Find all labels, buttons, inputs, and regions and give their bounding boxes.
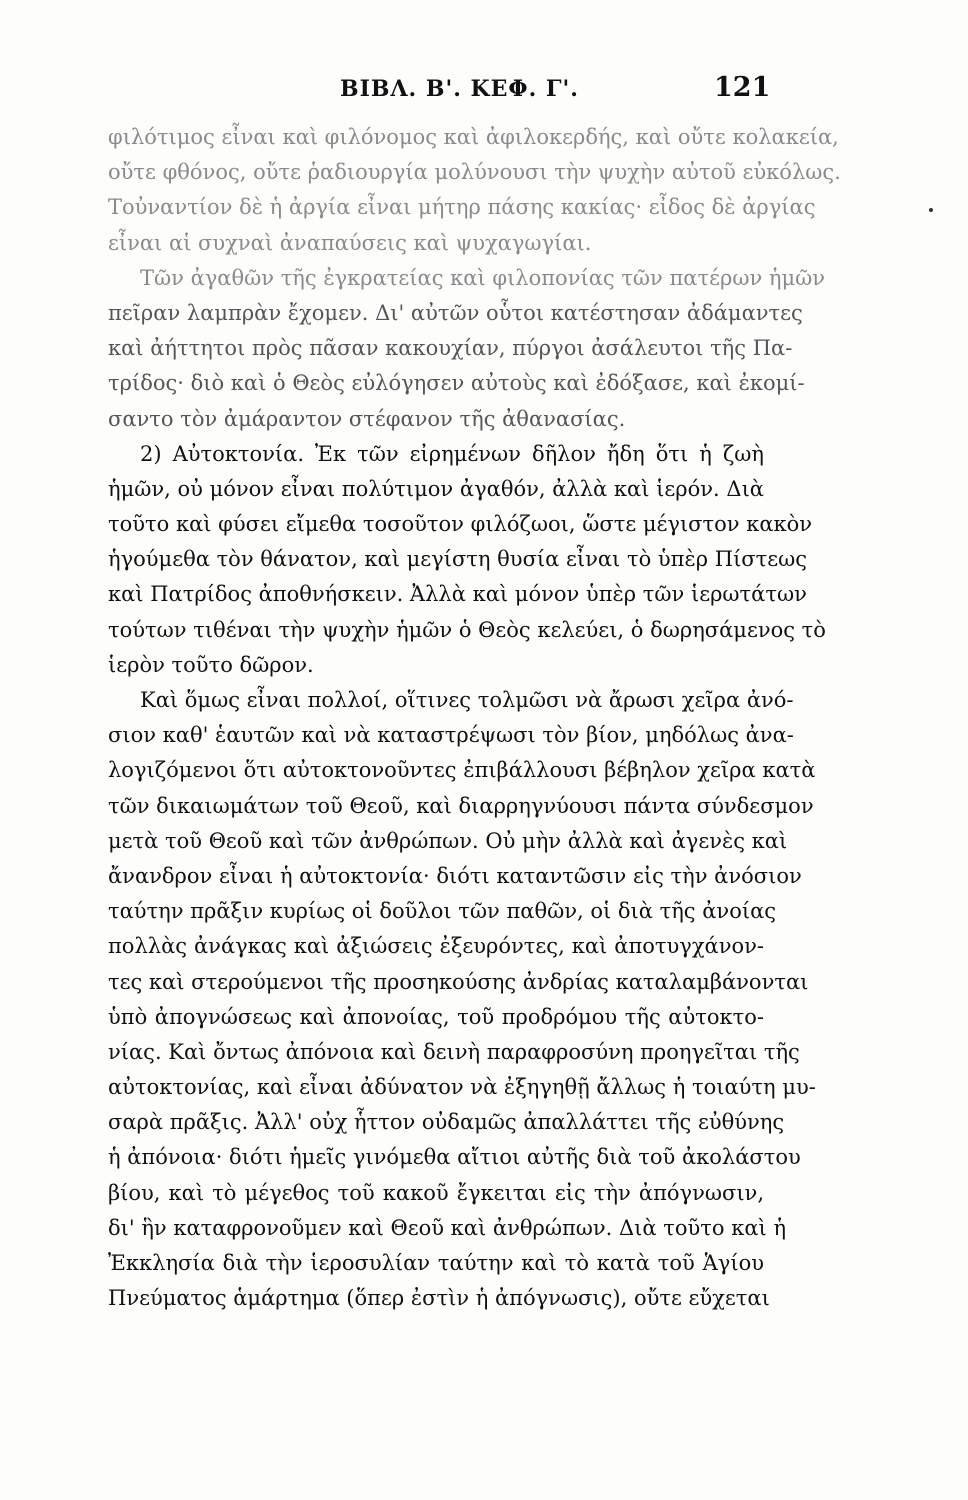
- text-line: πολλὰς ἀνάγκας καὶ ἀξιώσεις ἐξευρόντες, καὶ ἀποτυγχάνον-: [108, 934, 764, 959]
- text-line: βίου, καὶ τὸ μέγεθος τοῦ κακοῦ ἔγκειται εἰς τὴν ἀπόγνωσιν,: [108, 1180, 764, 1205]
- body-text: [108, 120, 841, 1316]
- text-line: καὶ Πατρίδος ἀποθνήσκειν. Ἀλλὰ καὶ μόνον ὑπὲρ τῶν ἱερωτάτων: [108, 582, 807, 607]
- ink-speck: [929, 208, 933, 212]
- text-line: ὑπὸ ἀπογνώσεως καὶ ἀπονοίας, τοῦ προδρόμου τῆς αὐτοκτο-: [108, 1004, 764, 1029]
- text-line: τούτων τιθέναι τὴν ψυχὴν ἡμῶν ὁ Θεὸς κελεύει, ὁ δωρησάμενος τὸ: [108, 617, 826, 642]
- text-line: σαρὰ πρᾶξις. Ἀλλ' οὐχ ἧττον οὐδαμῶς ἀπαλλάττει τῆς εὐθύνης: [108, 1110, 785, 1135]
- text-line: ἡμῶν, οὐ μόνον εἶναι πολύτιμον ἀγαθόν, ἀλλὰ καὶ ἱερόν. Διὰ: [108, 476, 764, 501]
- text-line: τρίδος· διὸ καὶ ὁ Θεὸς εὐλόγησεν αὐτοὺς καὶ ἐδόξασε, καὶ ἐκομί-: [108, 371, 805, 396]
- text-line: σιον καθ' ἑαυτῶν καὶ νὰ καταστρέψωσι τὸν βίον, μηδόλως ἀνα-: [108, 723, 794, 748]
- page-number: 121: [714, 72, 771, 103]
- text-line: ἡγούμεθα τὸν θάνατον, καὶ μεγίστη θυσία εἶναι τὸ ὑπὲρ Πίστεως: [108, 547, 808, 572]
- text-line: Τοὐναντίον δὲ ἡ ἀργία εἶναι μήτηρ πάσης κακίας· εἶδος δὲ ἀργίας: [108, 195, 816, 220]
- text-line: σαντο τὸν ἀμάραντον στέφανον τῆς ἀθανασίας.: [108, 406, 626, 431]
- text-line: μετὰ τοῦ Θεοῦ καὶ τῶν ἀνθρώπων. Οὐ μὴν ἀλλὰ καὶ ἀγενὲς καὶ: [108, 828, 788, 853]
- text-line: ἱερὸν τοῦτο δῶρον.: [108, 652, 314, 677]
- text-line: ἡ ἀπόνοια· διότι ἡμεῖς γινόμεθα αἴτιοι αὐτῆς διὰ τοῦ ἀκολάστου: [108, 1145, 801, 1170]
- text-line: τοῦτο καὶ φύσει εἴμεθα τοσοῦτον φιλόζωοι, ὥστε μέγιστον κακὸν: [108, 512, 813, 537]
- text-line: εἶναι αἱ συχναὶ ἀναπαύσεις καὶ ψυχαγωγίαι.: [108, 230, 592, 255]
- text-line: φιλότιμος εἶναι καὶ φιλόνομος καὶ ἀφιλοκερδής, καὶ οὔτε κολακεία,: [108, 125, 839, 149]
- text-line: ταύτην πρᾶξιν κυρίως οἱ δοῦλοι τῶν παθῶν, οἱ διὰ τῆς ἀνοίας: [108, 899, 777, 924]
- text-line: ἄνανδρον εἶναι ἡ αὐτοκτονία· διότι καταντῶσιν εἰς τὴν ἀνόσιον: [108, 863, 802, 888]
- page-header: [0, 72, 968, 108]
- text-line: αὐτοκτονίας, καὶ εἶναι ἀδύνατον νὰ ἐξηγηθῇ ἄλλως ἡ τοιαύτη μυ-: [108, 1075, 816, 1100]
- text-line: Ἐκκλησία διὰ τὴν ἱεροσυλίαν ταύτην καὶ τὸ κατὰ τοῦ Ἁγίου: [108, 1251, 764, 1275]
- text-line: Καὶ ὅμως εἶναι πολλοί, οἵτινες τολμῶσι νὰ ἄρωσι χεῖρα ἀνό-: [140, 688, 794, 712]
- text-line: Τῶν ἀγαθῶν τῆς ἐγκρατείας καὶ φιλοπονίας τῶν πατέρων ἡμῶν: [140, 265, 826, 290]
- running-title: ΒΙΒΛ. Β'. ΚΕΦ. Γ'.: [340, 76, 579, 102]
- text-line: τῶν δικαιωμάτων τοῦ Θεοῦ, καὶ διαρρηγνύουσι πάντα σύνδεσμον: [108, 793, 814, 818]
- text-line: νίας. Καὶ ὄντως ἀπόνοια καὶ δεινὴ παραφροσύνη προηγεῖται τῆς: [108, 1039, 800, 1064]
- section-heading-line: 2) Αὐτοκτονία. Ἐκ τῶν εἰρημένων δῆλον ἤδη ὅτι ἡ ζωὴ: [140, 441, 764, 466]
- text-line: Πνεύματος ἁμάρτημα (ὅπερ ἐστὶν ἡ ἀπόγνωσις), οὔτε εὔχεται: [108, 1286, 770, 1311]
- text-line: δι' ἣν καταφρονοῦμεν καὶ Θεοῦ καὶ ἀνθρώπων. Διὰ τοῦτο καὶ ἡ: [108, 1215, 787, 1240]
- text-line: πεῖραν λαμπρὰν ἔχομεν. Δι' αὐτῶν οὗτοι κατέστησαν ἀδάμαντες: [108, 300, 803, 325]
- text-line: οὔτε φθόνος, οὔτε ῥαδιουργία μολύνουσι τὴν ψυχὴν αὐτοῦ εὐκόλως.: [108, 160, 841, 185]
- text-line: καὶ ἀήττητοι πρὸς πᾶσαν κακουχίαν, πύργοι ἀσάλευτοι τῆς Πα-: [108, 336, 793, 361]
- text-line: λογιζόμενοι ὅτι αὐτοκτονοῦντες ἐπιβάλλουσι βέβηλον χεῖρα κατὰ: [108, 758, 816, 783]
- text-line: τες καὶ στερούμενοι τῆς προσηκούσης ἀνδρίας καταλαμβάνονται: [108, 969, 809, 994]
